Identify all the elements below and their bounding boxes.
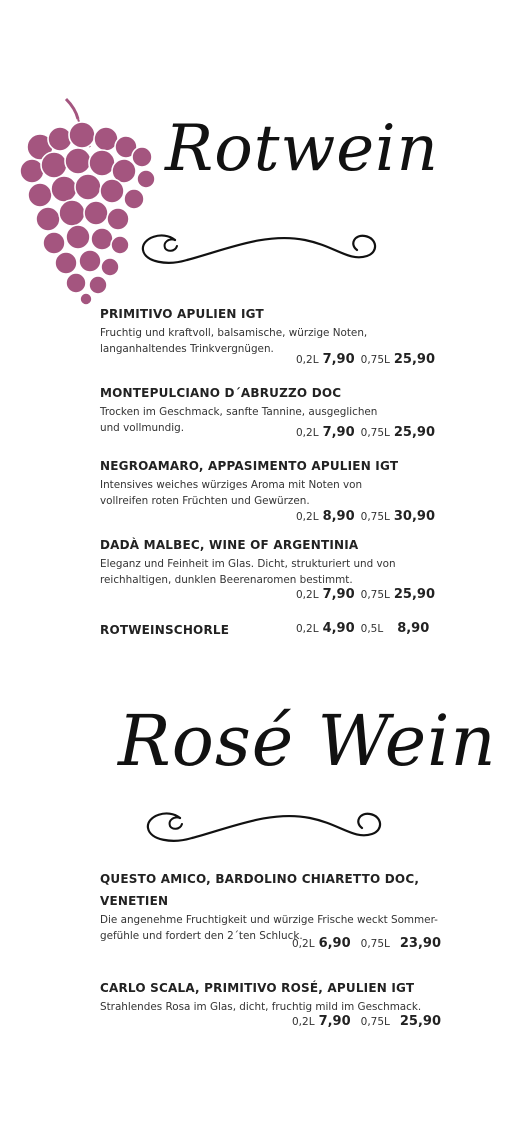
item-description: Eleganz und Feinheit im Glas. Dicht, strukturiert und von reichhaltigen, dunklen Beerenaromen bestimmt. [100, 558, 396, 586]
section-title-rotwein: Rotwein [165, 112, 439, 186]
item-description: Strahlendes Rosa im Glas, dicht, fruchtig mild im Geschmack. [100, 1001, 422, 1013]
swirl-divider-icon [135, 222, 380, 270]
item-prices: 0,2L 7,90 0,75L 25,90 [296, 587, 435, 602]
item-name: CARLO SCALA, PRIMITIVO ROSÉ, APULIEN IGT [100, 981, 415, 995]
item-description: Trocken im Geschmack, sanfte Tannine, ausgeglichen und vollmundig. [100, 406, 378, 434]
item-name: ROTWEINSCHORLE [100, 623, 230, 637]
item-description: Intensives weiches würziges Aroma mit Noten von vollreifen roten Früchten und Gewürzen. [100, 479, 363, 507]
menu-item [100, 455, 440, 509]
grape-bunch-icon [18, 95, 158, 305]
item-prices: 0,2L 7,90 0,75L 25,90 [296, 425, 435, 440]
menu-item [100, 977, 445, 1015]
item-name: MONTEPULCIANO D´ABRUZZO DOC [100, 386, 342, 400]
item-name: PRIMITIVO APULIEN IGT [100, 307, 264, 321]
item-description: Die angenehme Fruchtigkeit und würzige Frische weckt Sommer- gefühle und fordert den 2´ten Schluck. [100, 914, 438, 942]
menu-item [100, 303, 440, 357]
item-prices: 0,2L 4,90 0,5L 8,90 [296, 621, 430, 636]
item-name: DADÀ MALBEC, WINE OF ARGENTINIA [100, 538, 359, 552]
menu-item [100, 534, 440, 588]
section-title-rose: Rosé Wein [118, 700, 497, 782]
item-description: Fruchtig und kraftvoll, balsamische, würzige Noten, langanhaltendes Trinkvergnügen. [100, 327, 368, 355]
item-prices: 0,2L 6,90 0,75L 23,90 [292, 936, 441, 951]
swirl-divider-icon [140, 800, 385, 848]
item-prices: 0,2L 7,90 0,75L 25,90 [292, 1014, 441, 1029]
item-prices: 0,2L 7,90 0,75L 25,90 [296, 352, 435, 367]
item-name: QUESTO AMICO, BARDOLINO CHIARETTO DOC, VENETIEN [100, 872, 420, 908]
menu-item [100, 868, 445, 944]
item-prices: 0,2L 8,90 0,75L 30,90 [296, 509, 435, 524]
item-name: NEGROAMARO, APPASIMENTO APULIEN IGT [100, 459, 399, 473]
